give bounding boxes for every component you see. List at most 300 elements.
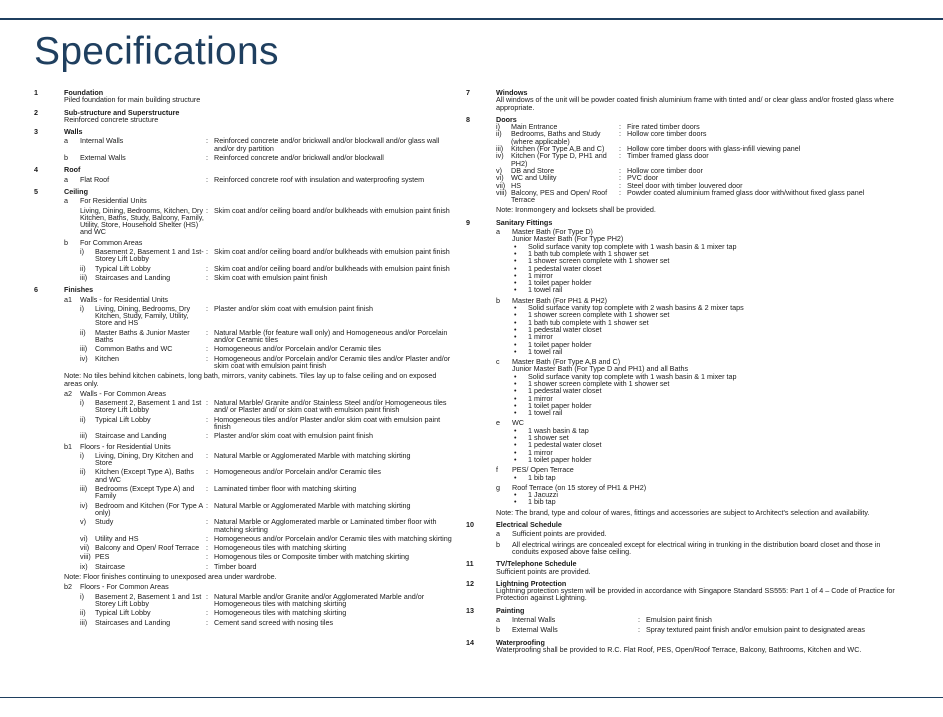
item-letter: b <box>64 237 68 247</box>
item-roman: iii) <box>80 617 88 627</box>
section-heading: Roof <box>64 165 81 175</box>
item-letter: b <box>496 295 500 305</box>
bullet-text: 1 mirror <box>528 447 553 457</box>
item-roman: i) <box>80 303 84 313</box>
subgroup-label <box>64 390 454 397</box>
spec-row <box>496 167 906 174</box>
bullet-text: Solid surface vanity top complete with 1 wash basin & 1 mixer tap <box>528 241 737 251</box>
spec-row <box>64 609 454 616</box>
item-roman: iii) <box>496 144 504 154</box>
colon: : <box>206 500 208 510</box>
indent <box>64 485 80 500</box>
item-desc: Homogenous tiles or Composite timber with matching skirting <box>214 552 409 562</box>
colon: : <box>206 247 208 257</box>
bullet-icon: • <box>514 433 517 443</box>
item-name: External Walls <box>80 153 126 163</box>
colon: : <box>206 414 208 424</box>
spec-row <box>496 152 906 167</box>
indent <box>64 416 80 431</box>
spec-row <box>64 452 454 467</box>
item-letter: a2 <box>64 388 72 398</box>
colon: : <box>206 174 208 184</box>
section-number: 14 <box>466 637 474 647</box>
item-name: Living, Dining, Bedrooms, Dry Kitchen, Study, Family, Utility, Store and HS <box>95 303 191 328</box>
item-desc: Plaster and/or skim coat with emulsion paint finish <box>214 431 373 441</box>
section-text: Lightning protection system will be provided in accordance with Singapore Standard SS555: Part 1 of 4 – Code of Practice for Protection against Lightning. <box>496 586 895 603</box>
item-name: DB and Store <box>511 165 555 175</box>
item-name: Living, Dining, Dry Kitchen and Store <box>95 450 194 468</box>
item-roman: vi) <box>80 533 88 543</box>
item-letter: b1 <box>64 441 72 451</box>
colon: : <box>206 303 208 313</box>
section-text: All windows of the unit will be powder coated finish aluminium frame with tinted and/ or clear glass and/or frosted glass where appropriate. <box>496 95 894 112</box>
bullet-text: 1 bib tap <box>528 497 556 507</box>
subgroup-label <box>496 466 906 473</box>
bullet-text: 1 Jacuzzi <box>528 490 558 500</box>
spec-row <box>496 130 906 145</box>
bullet-icon: • <box>514 386 517 396</box>
indent <box>64 345 80 352</box>
item-name: Basement 2, Basement 1 and 1st Storey Lift Lobby <box>95 398 202 415</box>
bullet-icon: • <box>514 270 517 280</box>
item-name: Kitchen (Except Type A), Baths and WC <box>95 467 194 484</box>
section-heading: Doors <box>496 114 517 124</box>
colon: : <box>206 263 208 273</box>
item-name: Flat Roof <box>80 174 110 184</box>
item-desc: Hollow core timber doors with glass-infill viewing panel <box>627 144 801 154</box>
colon: : <box>206 517 208 527</box>
spec-row <box>496 616 906 623</box>
item-desc: PVC door <box>627 173 659 183</box>
item-letter: a <box>496 615 500 624</box>
item-roman: i) <box>80 247 84 257</box>
bullet-text: 1 bib tap <box>528 472 556 482</box>
item-letter: a <box>496 529 500 539</box>
doors-note: Note: Ironmongery and locksets shall be provided. <box>496 205 656 215</box>
spec-row <box>64 305 454 327</box>
item-desc: Fire rated timber doors <box>627 122 700 132</box>
spec-row <box>64 518 454 533</box>
section-text: Reinforced concrete structure <box>64 114 159 124</box>
colon: : <box>206 484 208 494</box>
section-number: 2 <box>34 107 38 117</box>
bullet-icon: • <box>514 371 517 381</box>
indent <box>64 452 80 467</box>
colon: : <box>206 398 208 408</box>
item-desc: Cement sand screed with nosing tiles <box>214 617 334 627</box>
right-column <box>466 89 906 658</box>
item-name: Typical Lift Lobby <box>95 263 151 273</box>
colon: : <box>206 617 208 627</box>
item-desc: Spray textured paint finish and/or emulsion paint to designated areas <box>646 625 865 635</box>
item-roman: ii) <box>80 467 86 477</box>
item-roman: i) <box>80 450 84 460</box>
section-number: 13 <box>466 605 474 615</box>
colon: : <box>619 122 621 132</box>
spec-row <box>64 485 454 500</box>
bullet-icon: • <box>514 454 517 464</box>
section-number: 10 <box>466 520 474 530</box>
colon: : <box>206 205 208 215</box>
item-letter: f <box>496 465 498 475</box>
item-letter: b <box>496 625 500 635</box>
spec-row <box>64 355 454 370</box>
section-roof <box>34 166 454 183</box>
spec-row <box>64 154 454 161</box>
item-name: PES <box>95 552 110 562</box>
subgroup-subtitle: Junior Master Bath (For Type PH2) <box>512 234 624 244</box>
item-desc: Sufficient points are provided. <box>512 529 607 539</box>
finishes-note: Note: No tiles behind kitchen cabinets, long bath, mirrors, vanity cabinets. Tiles lay up to false ceiling and on exposed areas only. <box>64 371 437 388</box>
indent <box>64 619 80 626</box>
subgroup-label <box>64 583 454 590</box>
indent <box>64 563 80 570</box>
item-roman: v) <box>80 517 86 527</box>
section-heading: Electrical Schedule <box>496 520 562 530</box>
section-heading: Sub-structure and Superstructure <box>64 107 180 117</box>
item-desc: Homogeneous and/or Porcelain and/or Ceramic tiles and/or Plaster and/or skim coat with emulsion paint finish <box>214 353 451 370</box>
section-heading: Foundation <box>64 88 104 97</box>
bullet-text: Solid surface vanity top complete with 2 wash basins & 2 mixer taps <box>528 303 744 313</box>
item-name: Bedroom and Kitchen (For Type A only) <box>95 500 203 517</box>
item-roman: vii) <box>496 180 506 190</box>
indent <box>64 502 80 517</box>
colon: : <box>619 151 621 161</box>
spec-row <box>64 563 454 570</box>
section-heading: Ceiling <box>64 186 88 196</box>
item-roman: v) <box>496 165 502 175</box>
colon: : <box>206 608 208 618</box>
section-number: 4 <box>34 165 38 175</box>
colon: : <box>638 615 640 624</box>
spec-row <box>496 530 906 537</box>
bullet-text: 1 pedestal water closet <box>528 324 602 334</box>
item-roman: viii) <box>80 552 91 562</box>
spec-row <box>64 502 454 517</box>
section-structure <box>34 109 454 124</box>
bullet-icon: • <box>514 440 517 450</box>
item-name: Basement 2, Basement 1 and 1st Storey Lift Lobby <box>95 591 202 608</box>
spec-row <box>64 619 454 626</box>
colon: : <box>206 561 208 571</box>
spec-row <box>496 541 906 556</box>
item-letter: b <box>496 539 500 549</box>
subgroup-subtitle: Junior Master Bath (For Type D and PH1) and all Baths <box>512 364 689 374</box>
item-desc: Reinforced concrete and/or brickwall and/or blockwall <box>214 153 384 163</box>
item-desc: Reinforced concrete roof with insulation and waterproofing system <box>214 174 425 184</box>
bullet-text: 1 mirror <box>528 393 553 403</box>
section-number: 8 <box>466 114 470 124</box>
item-name: Common Baths and WC <box>95 344 173 354</box>
colon: : <box>619 129 621 139</box>
item-desc: Homogeneous and/or Porcelain and/or Ceramic tiles <box>214 344 381 354</box>
item-desc: Skim coat and/or ceiling board and/or bulkheads with emulsion paint finish <box>214 247 450 257</box>
item-letter: a <box>64 196 68 206</box>
subgroup-title: Master Bath (For Type A,B and C) <box>512 357 621 367</box>
section-heading: TV/Telephone Schedule <box>496 559 577 569</box>
item-name: Bedrooms (Except Type A) and Family <box>95 484 195 501</box>
item-roman: i) <box>80 591 84 601</box>
item-name: Living, Dining, Bedrooms, Kitchen, Dry Kitchen, Baths, Study, Balcony, Family, Utility, Store, Household Shelter (HS) and WC <box>80 205 204 237</box>
colon: : <box>206 552 208 562</box>
item-letter: a1 <box>64 294 72 304</box>
item-name: HS <box>511 180 521 190</box>
spec-row <box>64 553 454 560</box>
colon: : <box>206 327 208 337</box>
colon: : <box>619 187 621 197</box>
item-name: Bedrooms, Baths and Study (where applicable) <box>511 129 601 146</box>
section-sanitary <box>466 219 906 516</box>
item-name: Master Baths & Junior Master Baths <box>95 327 190 345</box>
item-name: Study <box>95 517 114 527</box>
doors-body <box>496 123 906 203</box>
colon: : <box>206 136 208 146</box>
item-name: Basement 2, Basement 1 and 1st- Storey Lift Lobby <box>95 247 204 264</box>
bullet-text: 1 toilet paper holder <box>528 400 592 410</box>
item-name: Staircase <box>95 561 125 571</box>
section-heading: Lightning Protection <box>496 578 567 588</box>
section-waterproofing <box>466 639 906 654</box>
item-roman: iii) <box>80 484 88 494</box>
colon: : <box>206 153 208 163</box>
item-name: Internal Walls <box>80 136 124 146</box>
section-windows <box>466 89 906 111</box>
spec-row <box>64 593 454 608</box>
item-letter: a <box>64 174 68 184</box>
spec-row <box>64 416 454 431</box>
bullet-item <box>496 409 906 416</box>
spec-row <box>64 176 454 183</box>
sanitary-note: Note: The brand, type and colour of wares, fittings and accessories are subject to Architect's selection and availability. <box>496 507 870 517</box>
colon: : <box>206 272 208 282</box>
item-name: Balcony and Open/ Roof Terrace <box>95 543 200 553</box>
section-electrical <box>466 521 906 555</box>
colon: : <box>619 173 621 183</box>
spec-row <box>64 544 454 551</box>
bullet-icon: • <box>514 317 517 327</box>
item-desc: Plaster and/or skim coat with emulsion paint finish <box>214 303 373 313</box>
bullet-icon: • <box>514 472 517 482</box>
finishes-body <box>64 296 454 626</box>
indent <box>64 535 80 542</box>
spec-row <box>64 248 454 263</box>
bullet-icon: • <box>514 324 517 334</box>
section-walls <box>34 128 454 161</box>
bullet-text: 1 towel rail <box>528 285 563 295</box>
item-name: External Walls <box>512 625 558 635</box>
item-desc: Natural Marble or Agglomerated Marble with matching skirting <box>214 450 411 460</box>
item-desc: Hollow core timber door <box>627 165 703 175</box>
item-desc: Skim coat with emulsion paint finish <box>214 272 328 282</box>
section-number: 9 <box>466 217 470 227</box>
section-tv <box>466 560 906 575</box>
bullet-icon: • <box>514 285 517 295</box>
bullet-item <box>496 265 906 272</box>
item-desc: Skim coat and/or ceiling board and/or bulkheads with emulsion paint finish <box>214 263 450 273</box>
item-desc: Natural Marble or Agglomerated marble or Laminated timber floor with matching skirting <box>214 517 437 534</box>
item-roman: i) <box>496 122 500 132</box>
item-roman: iv) <box>80 500 88 510</box>
colon: : <box>206 591 208 601</box>
subgroup-label <box>64 197 454 204</box>
item-name: Typical Lift Lobby <box>95 414 151 424</box>
bullet-text: 1 pedestal water closet <box>528 440 602 450</box>
section-number: 3 <box>34 127 38 137</box>
bullet-icon: • <box>514 256 517 266</box>
bullet-icon: • <box>514 490 517 500</box>
section-number: 1 <box>34 88 38 97</box>
indent <box>64 553 80 560</box>
spec-row <box>64 329 454 344</box>
subgroup-title: WC <box>512 418 524 428</box>
item-desc: All electrical wirings are concealed except for electrical wiring in trunking in the distribution board closet and those in conduits exposed above false ceiling. <box>512 539 881 556</box>
subgroup-title: PES/ Open Terrace <box>512 465 574 475</box>
subgroup-label <box>64 296 454 303</box>
spec-row <box>64 432 454 439</box>
bullet-text: Solid surface vanity top complete with 1 wash basin & 1 mixer tap <box>528 371 737 381</box>
section-foundation <box>34 89 454 104</box>
bullet-text: 1 bath tub complete with 1 shower set <box>528 317 649 327</box>
item-name: Typical Lift Lobby <box>95 608 151 618</box>
item-letter: a <box>496 227 500 237</box>
bullet-text: 1 toilet paper holder <box>528 278 592 288</box>
bullet-icon: • <box>514 332 517 342</box>
bullet-text: 1 mirror <box>528 270 553 280</box>
bullet-icon: • <box>514 447 517 457</box>
item-roman: iv) <box>496 151 504 161</box>
bullet-text: 1 towel rail <box>528 346 563 356</box>
item-desc: Homogeneous tiles with matching skirting <box>214 543 347 553</box>
item-desc: Homogeneous tiles with matching skirting <box>214 608 347 618</box>
item-name: Staircase and Landing <box>95 431 167 441</box>
colon: : <box>206 450 208 460</box>
item-roman: ii) <box>496 129 502 139</box>
subgroup-title: Floors - for Residential Units <box>80 441 171 451</box>
bullet-icon: • <box>514 339 517 349</box>
bullet-text: 1 toilet paper holder <box>528 454 592 464</box>
bottom-rule <box>0 697 943 698</box>
bullet-text: 1 pedestal water closet <box>528 386 602 396</box>
item-name: Staircases and Landing <box>95 272 171 282</box>
item-desc: Hollow core timber doors <box>627 129 707 139</box>
indent <box>64 593 80 608</box>
colon: : <box>638 625 640 635</box>
item-roman: iii) <box>80 344 88 354</box>
item-desc: Skim coat and/or ceiling board and/or bulkheads with emulsion paint finish <box>214 205 450 215</box>
bullet-icon: • <box>514 497 517 507</box>
bullet-icon: • <box>514 425 517 435</box>
item-name: WC and Utility <box>511 173 557 183</box>
item-roman: viii) <box>496 187 507 197</box>
item-desc: Homogeneous and/or Porcelain and/or Ceramic tiles with matching skirting <box>214 533 452 543</box>
item-desc: Powder coated aluminium framed glass door with/without fixed glass panel <box>627 187 865 197</box>
section-number: 5 <box>34 186 38 196</box>
item-desc: Reinforced concrete and/or brickwall and/or blockwall and/or glass wall and/or dry partition <box>214 136 440 153</box>
bullet-icon: • <box>514 378 517 388</box>
subgroup-title: For Common Areas <box>80 237 143 247</box>
bullet-icon: • <box>514 278 517 288</box>
item-letter: a <box>64 136 68 146</box>
item-roman: ii) <box>80 608 86 618</box>
bullet-item <box>496 286 906 293</box>
item-desc: Laminated timber floor with matching skirting <box>214 484 357 494</box>
colon: : <box>619 165 621 175</box>
item-name: Kitchen (For Type D, PH1 and PH2) <box>511 151 607 168</box>
item-name: Balcony, PES and Open/ Roof Terrace <box>511 187 608 205</box>
section-heading: Waterproofing <box>496 637 545 647</box>
item-roman: ii) <box>80 327 86 337</box>
item-name: Main Entrance <box>511 122 558 132</box>
section-text: Waterproofing shall be provided to R.C. Flat Roof, PES, Open/Roof Terrace, Balcony, Bathrooms, Kitchen and WC. <box>496 644 862 654</box>
section-heading: Windows <box>496 88 528 97</box>
bullet-icon: • <box>514 393 517 403</box>
item-roman: vii) <box>80 543 90 553</box>
colon: : <box>619 144 621 154</box>
subgroup-title: Master Bath (For Type D) <box>512 227 593 237</box>
subgroup-title: Master Bath (For PH1 & PH2) <box>512 295 608 305</box>
bullet-text: 1 pedestal water closet <box>528 263 602 273</box>
item-name: Internal Walls <box>512 615 556 624</box>
item-desc: Steel door with timber louvered door <box>627 180 743 190</box>
item-name: Kitchen (For Type A,B and C) <box>511 144 605 154</box>
spec-row <box>64 535 454 542</box>
item-desc: Timber board <box>214 561 257 571</box>
bullet-item <box>496 498 906 505</box>
item-name: Kitchen <box>95 353 119 363</box>
finishes-note: Note: Floor finishes continuing to unexposed area under wardrobe. <box>64 572 277 582</box>
top-rule <box>0 18 943 20</box>
bullet-item <box>496 491 906 498</box>
item-desc: Emulsion paint finish <box>646 615 712 624</box>
colon: : <box>206 431 208 441</box>
section-doors <box>466 116 906 214</box>
bullet-item <box>496 326 906 333</box>
section-text: Piled foundation for main building structure <box>64 95 201 105</box>
item-desc: Homogeneous tiles and/or Plaster and/or skim coat with emulsion paint finish <box>214 414 441 431</box>
indent <box>64 518 80 533</box>
left-column <box>34 89 454 631</box>
colon: : <box>206 533 208 543</box>
bullet-item <box>496 348 906 355</box>
item-roman: iii) <box>80 431 88 441</box>
indent <box>64 305 80 327</box>
subgroup-title: Walls - For Common Areas <box>80 388 166 398</box>
section-heading: Finishes <box>64 285 94 295</box>
bullet-icon: • <box>514 263 517 273</box>
item-roman: iv) <box>80 353 88 363</box>
section-number: 12 <box>466 578 474 588</box>
sanitary-body <box>496 228 906 506</box>
indent <box>64 399 80 414</box>
item-letter: e <box>496 418 500 428</box>
spec-row <box>496 189 906 204</box>
colon: : <box>206 543 208 553</box>
colon: : <box>619 180 621 190</box>
item-desc: Homogeneous and/or Porcelain and/or Ceramic tiles <box>214 467 381 477</box>
colon: : <box>206 467 208 477</box>
item-desc: Timber framed glass door <box>627 151 709 161</box>
spec-row <box>64 265 454 272</box>
subgroup-title: Roof Terrace (on 15 storey of PH1 & PH2) <box>512 482 647 492</box>
section-number: 7 <box>466 88 470 97</box>
section-lightning <box>466 580 906 602</box>
bullet-icon: • <box>514 241 517 251</box>
page-title: Specifications <box>34 30 279 73</box>
item-name: Utility and HS <box>95 533 139 543</box>
bullet-item <box>496 441 906 448</box>
section-ceiling <box>34 188 454 281</box>
bullet-text: 1 shower set <box>528 433 569 443</box>
